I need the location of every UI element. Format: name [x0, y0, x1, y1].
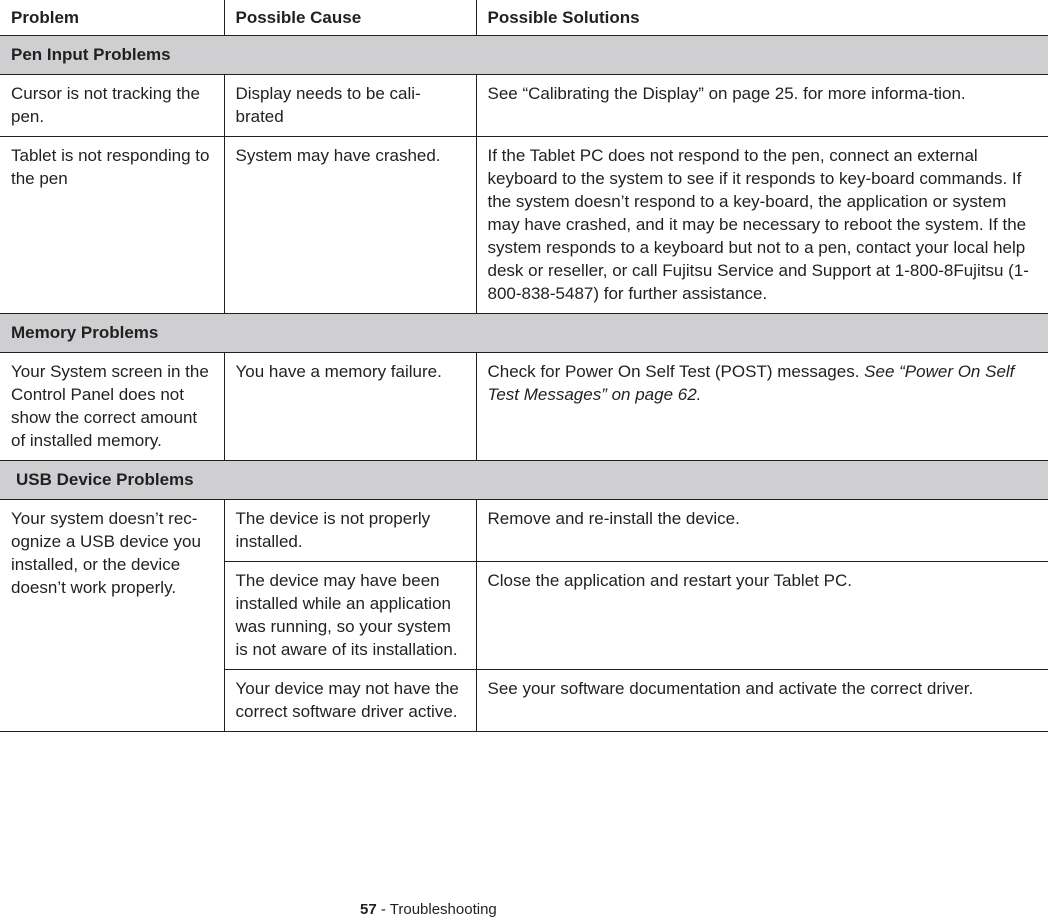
solution-cell: If the Tablet PC does not respond to the pen, connect an external keyboard to the system to see if it responds to key-board commands. If the system doesn’t respond to a key-board, the application or system may have crashed, and it may be necessary to reboot the system. If the system responds to a keyboard but not to a pen, contact your local help desk or reseller, or call Fujitsu Service and Support at 1-800-8Fujitsu (1-800-838-5487) for further assistance.: [476, 137, 1048, 314]
cause-cell: The device may have been installed while an application was running, so your system is not aware of its installation.: [224, 562, 476, 670]
page-number: 57: [360, 901, 377, 918]
section-title: USB Device Problems: [0, 461, 1048, 500]
cause-cell: System may have crashed.: [224, 137, 476, 314]
section-title: Pen Input Problems: [0, 36, 1048, 75]
solution-cell: [476, 353, 1048, 461]
section-title: Memory Problems: [0, 314, 1048, 353]
page-reference: See “Power On Self Test Messages” on page 62.: [487, 362, 1015, 404]
page-footer: 57 - Troubleshooting: [360, 901, 497, 918]
solution-cell: Remove and re-install the device.: [476, 500, 1048, 562]
header-row: [0, 0, 1048, 36]
table-row: [0, 353, 1048, 461]
table-row: [0, 500, 1048, 562]
solution-text: Check for Power On Self Test (POST) messages.: [487, 362, 860, 381]
cause-cell: Display needs to be cali-brated: [224, 75, 476, 137]
solution-cell: See your software documentation and activate the correct driver.: [476, 670, 1048, 732]
problem-cell: Your system doesn’t rec-ognize a USB device you installed, or the device doesn’t work properly.: [0, 500, 224, 732]
problem-cell: Your System screen in the Control Panel does not show the correct amount of installed memory.: [0, 353, 224, 461]
header-problem: Problem: [0, 0, 224, 36]
cause-cell: Your device may not have the correct software driver active.: [224, 670, 476, 732]
problem-cell: Tablet is not responding to the pen: [0, 137, 224, 314]
section-header-pen: [0, 36, 1048, 75]
solution-cell: See “Calibrating the Display” on page 25. for more informa-tion.: [476, 75, 1048, 137]
section-header-usb: [0, 461, 1048, 500]
header-cause: Possible Cause: [224, 0, 476, 36]
table-row: [0, 75, 1048, 137]
table-row: [0, 137, 1048, 314]
section-header-memory: [0, 314, 1048, 353]
header-solutions: Possible Solutions: [476, 0, 1048, 36]
footer-section: Troubleshooting: [389, 901, 497, 918]
problem-cell: Cursor is not tracking the pen.: [0, 75, 224, 137]
cause-cell: You have a memory failure.: [224, 353, 476, 461]
cause-cell: The device is not properly installed.: [224, 500, 476, 562]
solution-cell: Close the application and restart your Tablet PC.: [476, 562, 1048, 670]
